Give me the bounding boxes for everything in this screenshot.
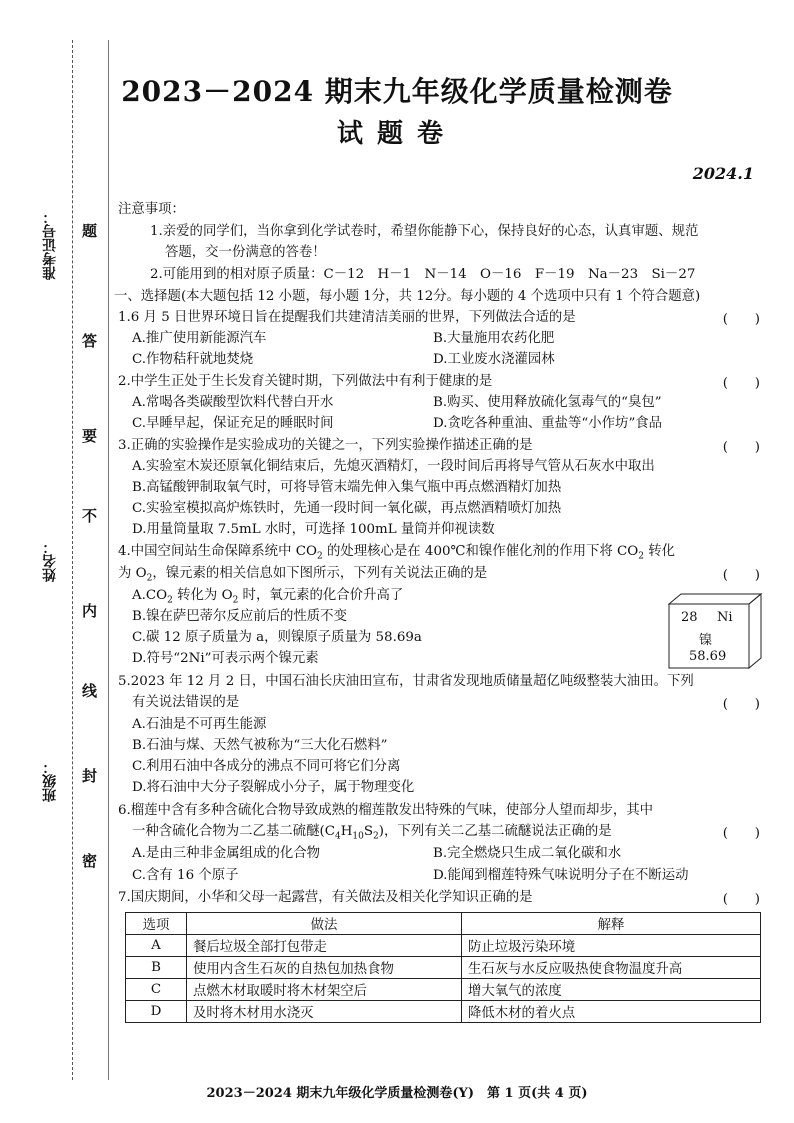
- exam-subtitle: 试题卷: [336, 119, 457, 149]
- q4-stem-line-2: 为 $O_2$，镍元素的相关信息如下图所示，下列有关说法正确的是: [118, 566, 488, 584]
- table-cell-explanation: 增大氧气的浓度: [462, 979, 761, 1001]
- table-row: [126, 1001, 761, 1023]
- table-cell-explanation: 防止垃圾污染环境: [462, 935, 761, 957]
- q2-option-c: C.早睡早起，保证充足的睡眠时间: [132, 416, 334, 431]
- q5-stem-line-2: 有关说法错误的是: [132, 695, 240, 710]
- q4-option-c: C.碳 12 原子质量为 a，则镍原子质量为 58.69a: [132, 630, 422, 645]
- q4-option-a: $A.CO_2$ 转化为 $O_2$ 时，氧元素的化合价升高了: [132, 588, 404, 606]
- q4-option-b: B.镍在萨巴蒂尔反应前后的性质不变: [132, 609, 347, 624]
- table-cell-option: D: [126, 1001, 187, 1023]
- section-1-heading: 一、选择题(本大题包括 12 小题，每小题 1分，共 12分。每小题的 4 个选项中只有 1 个符合题意): [114, 289, 701, 304]
- q6-option-b: B.完全燃烧只生成二氧化碳和水: [433, 846, 622, 861]
- note-1-line-2: 答题，交一份满意的答卷！: [165, 245, 326, 260]
- q6-answer-blank: ( ): [722, 826, 760, 841]
- table-cell-practice: 点燃木材取暖时将木材架空后: [187, 979, 462, 1001]
- q4-stem-line-1: 4.中国空间站生命保障系统中 $CO_2$ 的处理核心是在 400℃和镍作催化剂的作用下将 $CO_2$ 转化: [118, 544, 676, 562]
- note-2: 2.可能用到的相对原子质量：C－12 H－1 N－14 O－16 F－19 Na－23 Si－27: [150, 267, 696, 282]
- q2-option-b: B.购买、使用释放硫化氢毒气的“臭包”: [433, 395, 662, 410]
- table-header-explanation: 解释: [462, 913, 761, 935]
- q3-option-b: B.高锰酸钾制取氧气时，可将导管末端先伸入集气瓶中再点燃酒精灯加热: [132, 480, 562, 495]
- q6-option-c: C.含有 16 个原子: [132, 868, 239, 883]
- note-1-line-1: 1.亲爱的同学们，当你拿到化学试卷时，希望你能静下心，保持良好的心态，认真审题、规范: [150, 224, 699, 239]
- q5-option-b: B.石油与煤、天然气被称为“三大化石燃料”: [132, 738, 388, 753]
- q6-stem-line-1: 6.榴莲中含有多种含硫化合物导致成熟的榴莲散发出特殊的气味，使部分人望而却步，其中: [118, 803, 654, 818]
- q3-option-d: D.用量筒量取 7.5mL 水时，可选择 100mL 量筒并仰视读数: [132, 522, 495, 537]
- seal-char-4: 不: [82, 507, 98, 525]
- q3-option-a: A.实验室木炭还原氧化铜结束后，先熄灭酒精灯，一段时间后再将导气管从石灰水中取出: [132, 459, 655, 474]
- seal-char-8: 密: [82, 852, 98, 870]
- q1-option-d: D.工业废水浇灌园林: [433, 352, 555, 367]
- element-number: 28: [681, 610, 698, 625]
- q1-option-b: B.大量施用农药化肥: [433, 331, 555, 346]
- table-row: [126, 935, 761, 957]
- exam-date: 2024.1: [692, 164, 754, 183]
- nickel-element-card: [667, 592, 763, 670]
- q4-answer-blank: ( ): [722, 568, 760, 583]
- element-name: 镍: [699, 633, 713, 648]
- q2-option-a: A.常喝各类碳酸型饮料代替白开水: [132, 395, 334, 410]
- binding-line-outer: [72, 40, 73, 1080]
- table-cell-option: C: [126, 979, 187, 1001]
- notes-heading: 注意事项：: [118, 202, 185, 217]
- table-header-row: [126, 913, 761, 935]
- seal-char-5: 内: [82, 602, 98, 620]
- binding-line-inner: [108, 40, 109, 1080]
- q5-option-a: A.石油是不可再生能源: [132, 717, 267, 732]
- q2-option-d: D.贪吃各种重油、重盐等“小作坊”食品: [433, 416, 663, 431]
- class-label: 班级：: [42, 760, 58, 802]
- table-row: [126, 957, 761, 979]
- q2-stem: 2.中学生正处于生长发育关键时期，下列做法中有利于健康的是: [118, 374, 493, 389]
- q1-option-a: A.推广使用新能源汽车: [132, 331, 267, 346]
- table-cell-practice: 餐后垃圾全部打包带走: [187, 935, 462, 957]
- q3-answer-blank: ( ): [722, 440, 760, 455]
- seal-char-2: 答: [82, 332, 98, 350]
- q7-stem: 7.国庆期间，小华和父母一起露营，有关做法及相关化学知识正确的是: [118, 890, 533, 905]
- q5-answer-blank: ( ): [722, 697, 760, 712]
- q3-stem: 3.正确的实验操作是实验成功的关键之一，下列实验操作描述正确的是: [118, 438, 533, 453]
- ticket-label: 准考证号：: [42, 210, 58, 280]
- q1-stem: 1.6 月 5 日世界环境日旨在提醒我们共建清洁美丽的世界，下列做法合适的是: [118, 310, 576, 325]
- table-cell-option: A: [126, 935, 187, 957]
- q7-answer-blank: ( ): [722, 892, 760, 907]
- table-header-practice: 做法: [187, 913, 462, 935]
- q5-option-c: C.利用石油中各成分的沸点不同可将它们分离: [132, 759, 401, 774]
- seal-char-1: 题: [82, 222, 98, 240]
- seal-char-7: 封: [82, 767, 98, 785]
- q6-stem-line-2: 一种含硫化合物为二乙基二硫醚$(C_4H_{10}S_2)$，下列有关二乙基二硫醚说法正确的是: [132, 824, 612, 842]
- table-cell-practice: 使用内含生石灰的自热包加热食物: [187, 957, 462, 979]
- q6-option-a: A.是由三种非金属组成的化合物: [132, 846, 321, 861]
- seal-char-3: 要: [82, 427, 98, 445]
- element-mass: 58.69: [689, 649, 727, 664]
- q4-option-d: D.符号“2Ni”可表示两个镍元素: [132, 651, 319, 666]
- q5-option-d: D.将石油中大分子裂解成小分子，属于物理变化: [132, 780, 415, 795]
- q1-option-c: C.作物秸秆就地焚烧: [132, 352, 254, 367]
- seal-char-6: 线: [82, 682, 98, 700]
- table-row: [126, 979, 761, 1001]
- q7-options-table: [125, 912, 761, 1023]
- table-cell-explanation: 生石灰与水反应吸热使食物温度升高: [462, 957, 761, 979]
- q1-answer-blank: ( ): [722, 312, 760, 327]
- table-cell-option: B: [126, 957, 187, 979]
- q5-stem-line-1: 5.2023 年 12 月 2 日，中国石油长庆油田宣布，甘肃省发现地质储量超亿吨级整装大油田。下列: [118, 674, 694, 689]
- element-symbol: Ni: [717, 610, 733, 625]
- q3-option-c: C.实验室模拟高炉炼铁时，先通一段时间一氧化碳，再点燃酒精喷灯加热: [132, 501, 562, 516]
- page-footer: 2023－2024 期末九年级化学质量检测卷(Y) 第 1 页(共 4 页): [206, 1086, 588, 1101]
- q6-option-d: D.能闻到榴莲特殊气味说明分子在不断运动: [433, 868, 689, 883]
- name-label: 姓名：: [42, 540, 58, 582]
- q2-answer-blank: ( ): [722, 376, 760, 391]
- exam-title: 2023－2024 期末九年级化学质量检测卷: [121, 75, 673, 108]
- table-cell-practice: 及时将木材用水浇灭: [187, 1001, 462, 1023]
- table-header-option: 选项: [126, 913, 187, 935]
- table-cell-explanation: 降低木材的着火点: [462, 1001, 761, 1023]
